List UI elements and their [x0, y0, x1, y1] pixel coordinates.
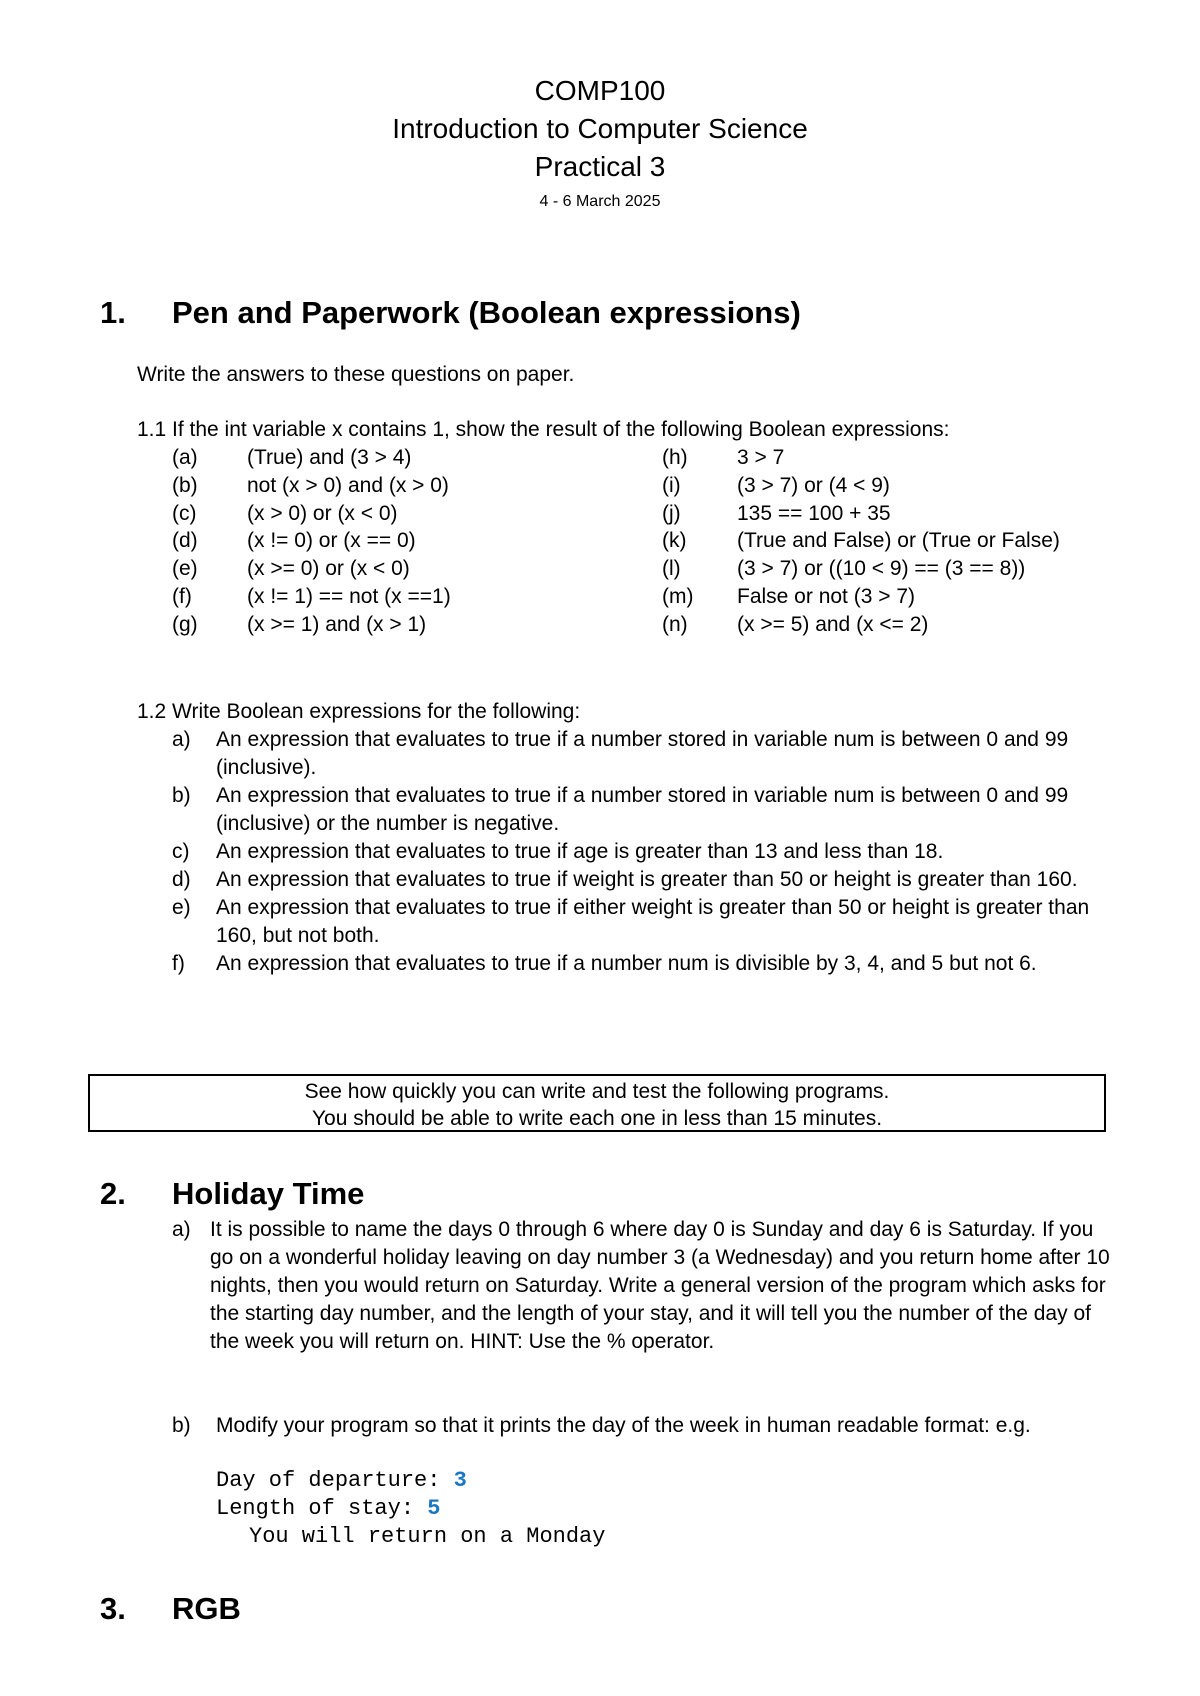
code-line-1: Day of departure: 3: [216, 1468, 467, 1493]
code-line-2: Length of stay: 5: [216, 1496, 441, 1521]
section-1-heading: [100, 294, 801, 332]
section-1-number: 1.: [100, 295, 126, 330]
question-1-1-right-list: [662, 444, 1060, 639]
code-example: [216, 1467, 605, 1551]
section-2-title: Holiday Time: [172, 1176, 365, 1211]
section-2-number: 2.: [100, 1176, 126, 1211]
practical-title: Practical 3: [534, 151, 666, 182]
list-item: d) An expression that evaluates to true if weight is greater than 50 or height is greater than 160.: [172, 868, 1078, 891]
section-2-item-a: [172, 1216, 1112, 1356]
list-item: (c) (x > 0) or (x < 0): [172, 501, 398, 525]
course-name: Introduction to Computer Science: [392, 113, 808, 144]
note-line-1: See how quickly you can write and test the following programs.: [304, 1080, 890, 1103]
course-code: COMP100: [534, 75, 666, 106]
section-3-heading: [100, 1590, 241, 1628]
section-3-number: 3.: [100, 1591, 126, 1626]
item-a-text: It is possible to name the days 0 through 6 where day 0 is Sunday and day 6 is Saturday. If you go on a wonderful holiday leaving on day number 3 (a Wednesday) and you return home after 10 nights, then you would return on Saturday. Write a general version of the program which asks for the starting day number, and the length of your stay, and it will tell you the number of the day of the week you will return on. HINT: Use the % operator.: [210, 1218, 1110, 1353]
list-item: f) An expression that evaluates to true if a number num is divisible by 3, 4, and 5 but not 6.: [172, 952, 1037, 975]
list-item: (m) False or not (3 > 7): [662, 584, 915, 608]
note-box: [88, 1074, 1106, 1132]
section-2-item-b: [172, 1412, 1112, 1440]
item-b-text: Modify your program so that it prints the day of the week in human readable format: e.g.: [216, 1414, 1031, 1437]
item-a-label: a): [172, 1218, 191, 1241]
question-1-1-prompt: 1.1 If the int variable x contains 1, show the result of the following Boolean expressions:: [137, 418, 950, 441]
note-line-2: You should be able to write each one in less than 15 minutes.: [311, 1107, 883, 1130]
list-item: c) An expression that evaluates to true if age is greater than 13 and less than 18.: [172, 840, 944, 863]
section-2-heading: [100, 1175, 364, 1213]
list-item: (f) (x != 1) == not (x ==1): [172, 584, 451, 608]
list-item: (i) (3 > 7) or (4 < 9): [662, 473, 890, 497]
list-item: (e) (x >= 0) or (x < 0): [172, 557, 410, 581]
practical-date: 4 - 6 March 2025: [539, 193, 661, 210]
list-item: (d) (x != 0) or (x == 0): [172, 529, 416, 553]
question-1-1-left-list: [172, 444, 451, 639]
list-item: (h) 3 > 7: [662, 446, 785, 469]
list-item: a) An expression that evaluates to true if a number stored in variable num is between 0 and 99 (inclusive).: [172, 728, 1069, 779]
code-line-3: You will return on a Monday: [249, 1524, 606, 1549]
list-item: (a) (True) and (3 > 4): [172, 446, 412, 469]
list-item: (j) 135 == 100 + 35: [662, 501, 891, 525]
list-item: (g) (x >= 1) and (x > 1): [172, 612, 427, 636]
list-item: (l) (3 > 7) or ((10 < 9) == (3 == 8)): [662, 557, 1026, 581]
list-item: b) An expression that evaluates to true if a number stored in variable num is between 0 and 99 (inclusive) or the number is negative.: [172, 784, 1069, 835]
question-1-2-list: [172, 726, 1112, 978]
section-1-intro: Write the answers to these questions on paper.: [137, 363, 575, 386]
question-1-2-prompt: 1.2 Write Boolean expressions for the following:: [137, 700, 581, 723]
item-b-label: b): [172, 1414, 191, 1437]
list-item: e) An expression that evaluates to true if either weight is greater than 50 or height is greater than 160, but not both.: [172, 896, 1090, 947]
list-item: (b) not (x > 0) and (x > 0): [172, 473, 449, 497]
document-header: [0, 72, 1200, 214]
list-item: (n) (x >= 5) and (x <= 2): [662, 612, 929, 636]
section-1-title: Pen and Paperwork (Boolean expressions): [172, 295, 801, 330]
list-item: (k) (True and False) or (True or False): [662, 529, 1060, 553]
section-3-title: RGB: [172, 1591, 241, 1626]
